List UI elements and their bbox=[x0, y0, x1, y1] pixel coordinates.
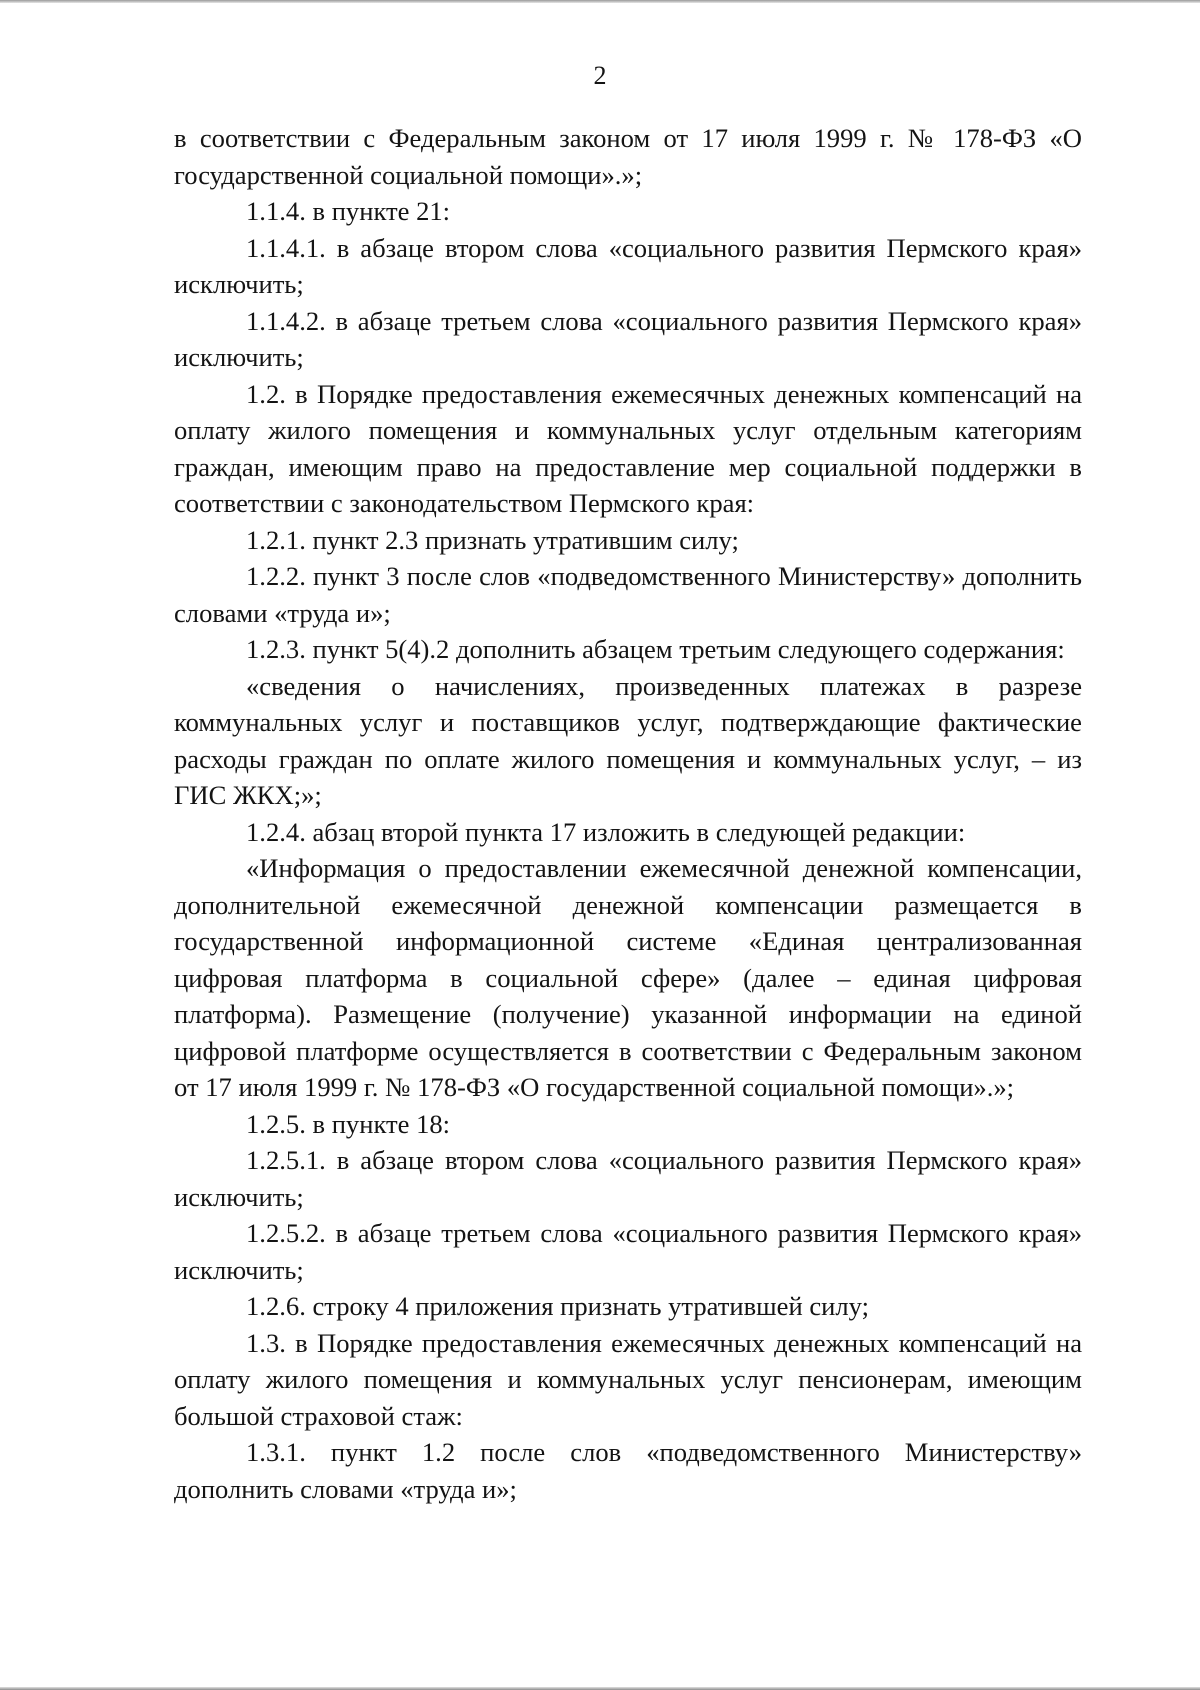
paragraph-1-2-2: 1.2.2. пункт 3 после слов «подведомственного Министерству» дополнить словами «труда и»; bbox=[174, 561, 1082, 628]
paragraph-1-2: 1.2. в Порядке предоставления ежемесячных денежных компенсаций на оплату жилого помещения и коммунальных услуг отдельным категориям граждан, имеющим право на предоставление мер социальной поддержки в соответствии с законодательством Пермского края: bbox=[174, 378, 1082, 518]
paragraph-1-3: 1.3. в Порядке предоставления ежемесячных денежных компенсаций на оплату жилого помещения и коммунальных услуг пенсионерам, имеющим большой страховой стаж: bbox=[174, 1327, 1082, 1431]
paragraph-1-2-3: 1.2.3. пункт 5(4).2 дополнить абзацем третьим следующего содержания: bbox=[246, 634, 1065, 664]
scan-edge-top bbox=[0, 0, 1200, 3]
paragraph-quote-information: «Информация о предоставлении ежемесячной денежной компенсации, дополнительной ежемесячной денежной компенсации размещается в государственной информационной системе «Единая централизованная цифровая платформа в социальной сфере» (далее – единая цифровая платформа). Размещение (получение) указанной информации на единой цифровой платформе осуществляется в соответствии с Федеральным законом от 17 июля 1999 г. № 178-ФЗ «О государственной социальной помощи».»; bbox=[174, 853, 1082, 1102]
paragraph-continuation: в соответствии с Федеральным законом от 17 июля 1999 г. № 178-ФЗ «О государственной социальной помощи».»; bbox=[174, 123, 1082, 190]
paragraph-1-1-4-2: 1.1.4.2. в абзаце третьем слова «социального развития Пермского края» исключить; bbox=[174, 305, 1082, 372]
paragraph-1-2-6: 1.2.6. строку 4 приложения признать утратившей силу; bbox=[246, 1291, 869, 1321]
paragraph-1-1-4: 1.1.4. в пункте 21: bbox=[246, 196, 451, 226]
paragraph-1-3-1: 1.3.1. пункт 1.2 после слов «подведомственного Министерству» дополнить словами «труда и»; bbox=[174, 1437, 1082, 1504]
paragraph-1-2-1: 1.2.1. пункт 2.3 признать утратившим силу; bbox=[246, 524, 739, 555]
paragraph-1-1-4-1: 1.1.4.1. в абзаце втором слова «социального развития Пермского края» исключить; bbox=[174, 232, 1082, 299]
paragraph-1-2-5-2: 1.2.5.2. в абзаце третьем слова «социального развития Пермского края» исключить; bbox=[174, 1218, 1082, 1285]
paragraph-quote-gis-zhkkh: «сведения о начислениях, произведенных платежах в разрезе коммунальных услуг и поставщиков услуг, подтверждающие фактические расходы граждан по оплате жилого помещения и коммунальных услуг, – из ГИС ЖКХ;»; bbox=[174, 670, 1082, 810]
paragraph-1-2-4: 1.2.4. абзац второй пункта 17 изложить в следующей редакции: bbox=[246, 816, 966, 847]
paragraph-1-2-5: 1.2.5. в пункте 18: bbox=[246, 1108, 451, 1139]
document-body bbox=[174, 120, 1082, 1507]
paragraph-1-2-5-1: 1.2.5.1. в абзаце втором слова «социального развития Пермского края» исключить; bbox=[174, 1145, 1082, 1212]
page-number: 2 bbox=[593, 61, 607, 90]
